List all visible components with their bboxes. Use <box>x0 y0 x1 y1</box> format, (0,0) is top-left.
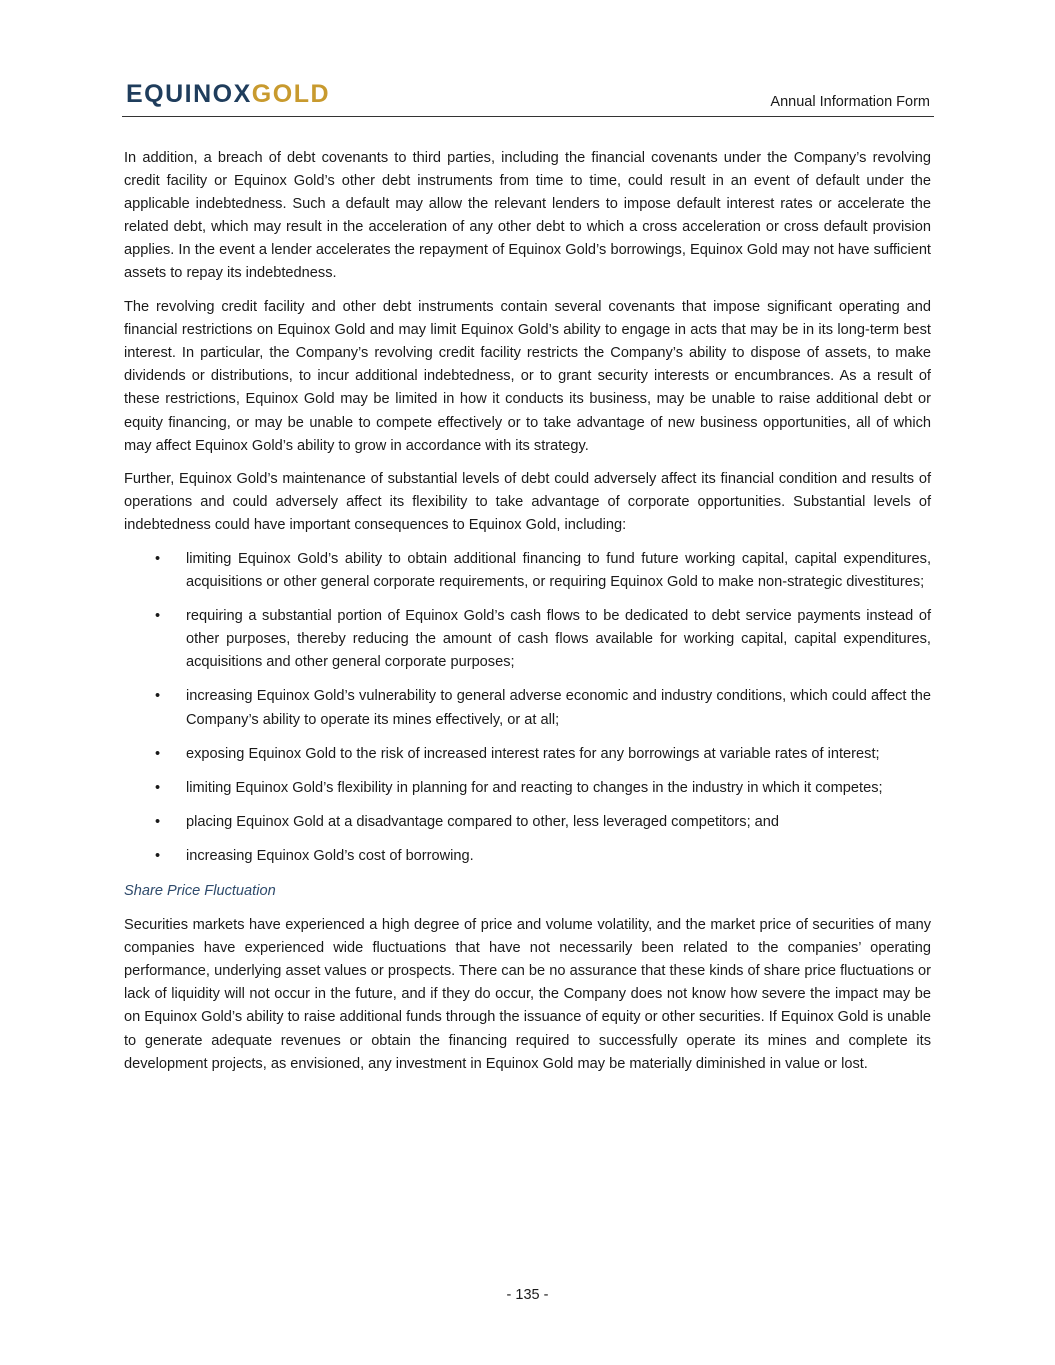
page-content <box>124 147 931 1086</box>
bullet-icon: • <box>155 813 161 830</box>
paragraph-debt-consequences: Further, Equinox Gold’s maintenance of substantial levels of debt could adversely affect its financial condition and results of operations and could adversely affect its flexibility to take advantage of corporate opportunities. Substantial levels of indebtedness could have important consequences to Equinox Gold, including: <box>124 471 931 534</box>
bullet-icon: • <box>155 608 161 625</box>
company-logo <box>126 80 330 108</box>
list-item-text: limiting Equinox Gold’s flexibility in planning for and reacting to changes in the industry in which it competes; <box>186 779 883 796</box>
list-item-text: exposing Equinox Gold to the risk of increased interest rates for any borrowings at variable rates of interest; <box>186 745 880 762</box>
bullet-icon: • <box>155 779 161 796</box>
list-item <box>124 811 931 834</box>
list-item <box>124 685 931 731</box>
paragraph-credit-facility-restrictions: The revolving credit facility and other debt instruments contain several covenants that impose significant operating and financial restrictions on Equinox Gold and may limit Equinox Gold’s ability to engage in acts that may be in its long-term best interest. In particular, the Company’s revolving credit facility restricts the Company’s ability to dispose of assets, to make dividends or distributions, to incur additional indebtedness, or to grant security interests or encumbrances. As a result of these restrictions, Equinox Gold may be limited in how it conducts its business, may be unable to raise additional debt or equity financing, or may be unable to compete effectively or to take advantage of new business opportunities, all of which may affect Equinox Gold’s ability to grow in accordance with its strategy. <box>124 299 931 454</box>
logo-text-gold: GOLD <box>251 80 331 108</box>
consequences-list <box>124 548 931 868</box>
list-item <box>124 548 931 594</box>
bullet-icon: • <box>155 745 161 762</box>
document-title: Annual Information Form <box>770 94 930 110</box>
logo-text-equinox: EQUINOX <box>126 80 252 108</box>
paragraph-share-price-fluctuation: Securities markets have experienced a high degree of price and volume volatility, and the market price of securities of many companies have experienced wide fluctuations that have not necessarily been related to the companies’ operating performance, underlying asset values or prospects. There can be no assurance that these kinds of share price fluctuations or lack of liquidity will not occur in the future, and if they do occur, the Company does not know how severe the impact may be on Equinox Gold’s ability to raise additional funds through the issuance of equity or other securities. If Equinox Gold is unable to generate adequate revenues or obtain the financing required to successfully operate its mines and complete its development projects, as envisioned, any investment in Equinox Gold may be materially diminished in value or lost. <box>124 917 931 1072</box>
list-item-text: limiting Equinox Gold’s ability to obtain additional financing to fund future working capital, capital expenditures, acquisitions or other general corporate requirements, or requiring Equinox Gold to make non-strategic divestitures; <box>186 551 931 591</box>
list-item-text: increasing Equinox Gold’s cost of borrowing. <box>186 847 474 864</box>
page-number: - 135 - <box>506 1287 549 1303</box>
list-item-text: requiring a substantial portion of Equinox Gold’s cash flows to be dedicated to debt service payments instead of other purposes, thereby reducing the amount of cash flows available for working capital, capital expenditures, acquisitions and other general corporate purposes; <box>186 608 931 671</box>
list-item <box>124 605 931 674</box>
list-item <box>124 845 931 868</box>
bullet-icon: • <box>155 688 161 705</box>
list-item <box>124 777 931 800</box>
list-item <box>124 743 931 766</box>
page-header <box>122 80 934 117</box>
section-heading-share-price: Share Price Fluctuation <box>124 883 276 900</box>
bullet-icon: • <box>155 847 161 864</box>
list-item-text: increasing Equinox Gold’s vulnerability to general adverse economic and industry conditions, which could affect the Company’s ability to operate its mines effectively, or at all; <box>186 688 931 728</box>
bullet-icon: • <box>155 551 161 567</box>
list-item-text: placing Equinox Gold at a disadvantage compared to other, less leveraged competitors; and <box>186 813 780 830</box>
paragraph-debt-covenant-breach: In addition, a breach of debt covenants to third parties, including the financial covenants under the Company’s revolving credit facility or Equinox Gold’s other debt instruments from time to time, could result in an event of default under the applicable indebtedness. Such a default may allow the relevant lenders to impose default interest rates or accelerate the related debt, which may result in the acceleration of any other debt to which a cross acceleration or cross default provision applies. In the event a lender accelerates the repayment of Equinox Gold’s borrowings, Equinox Gold may not have sufficient assets to repay its indebtedness. <box>124 150 931 282</box>
